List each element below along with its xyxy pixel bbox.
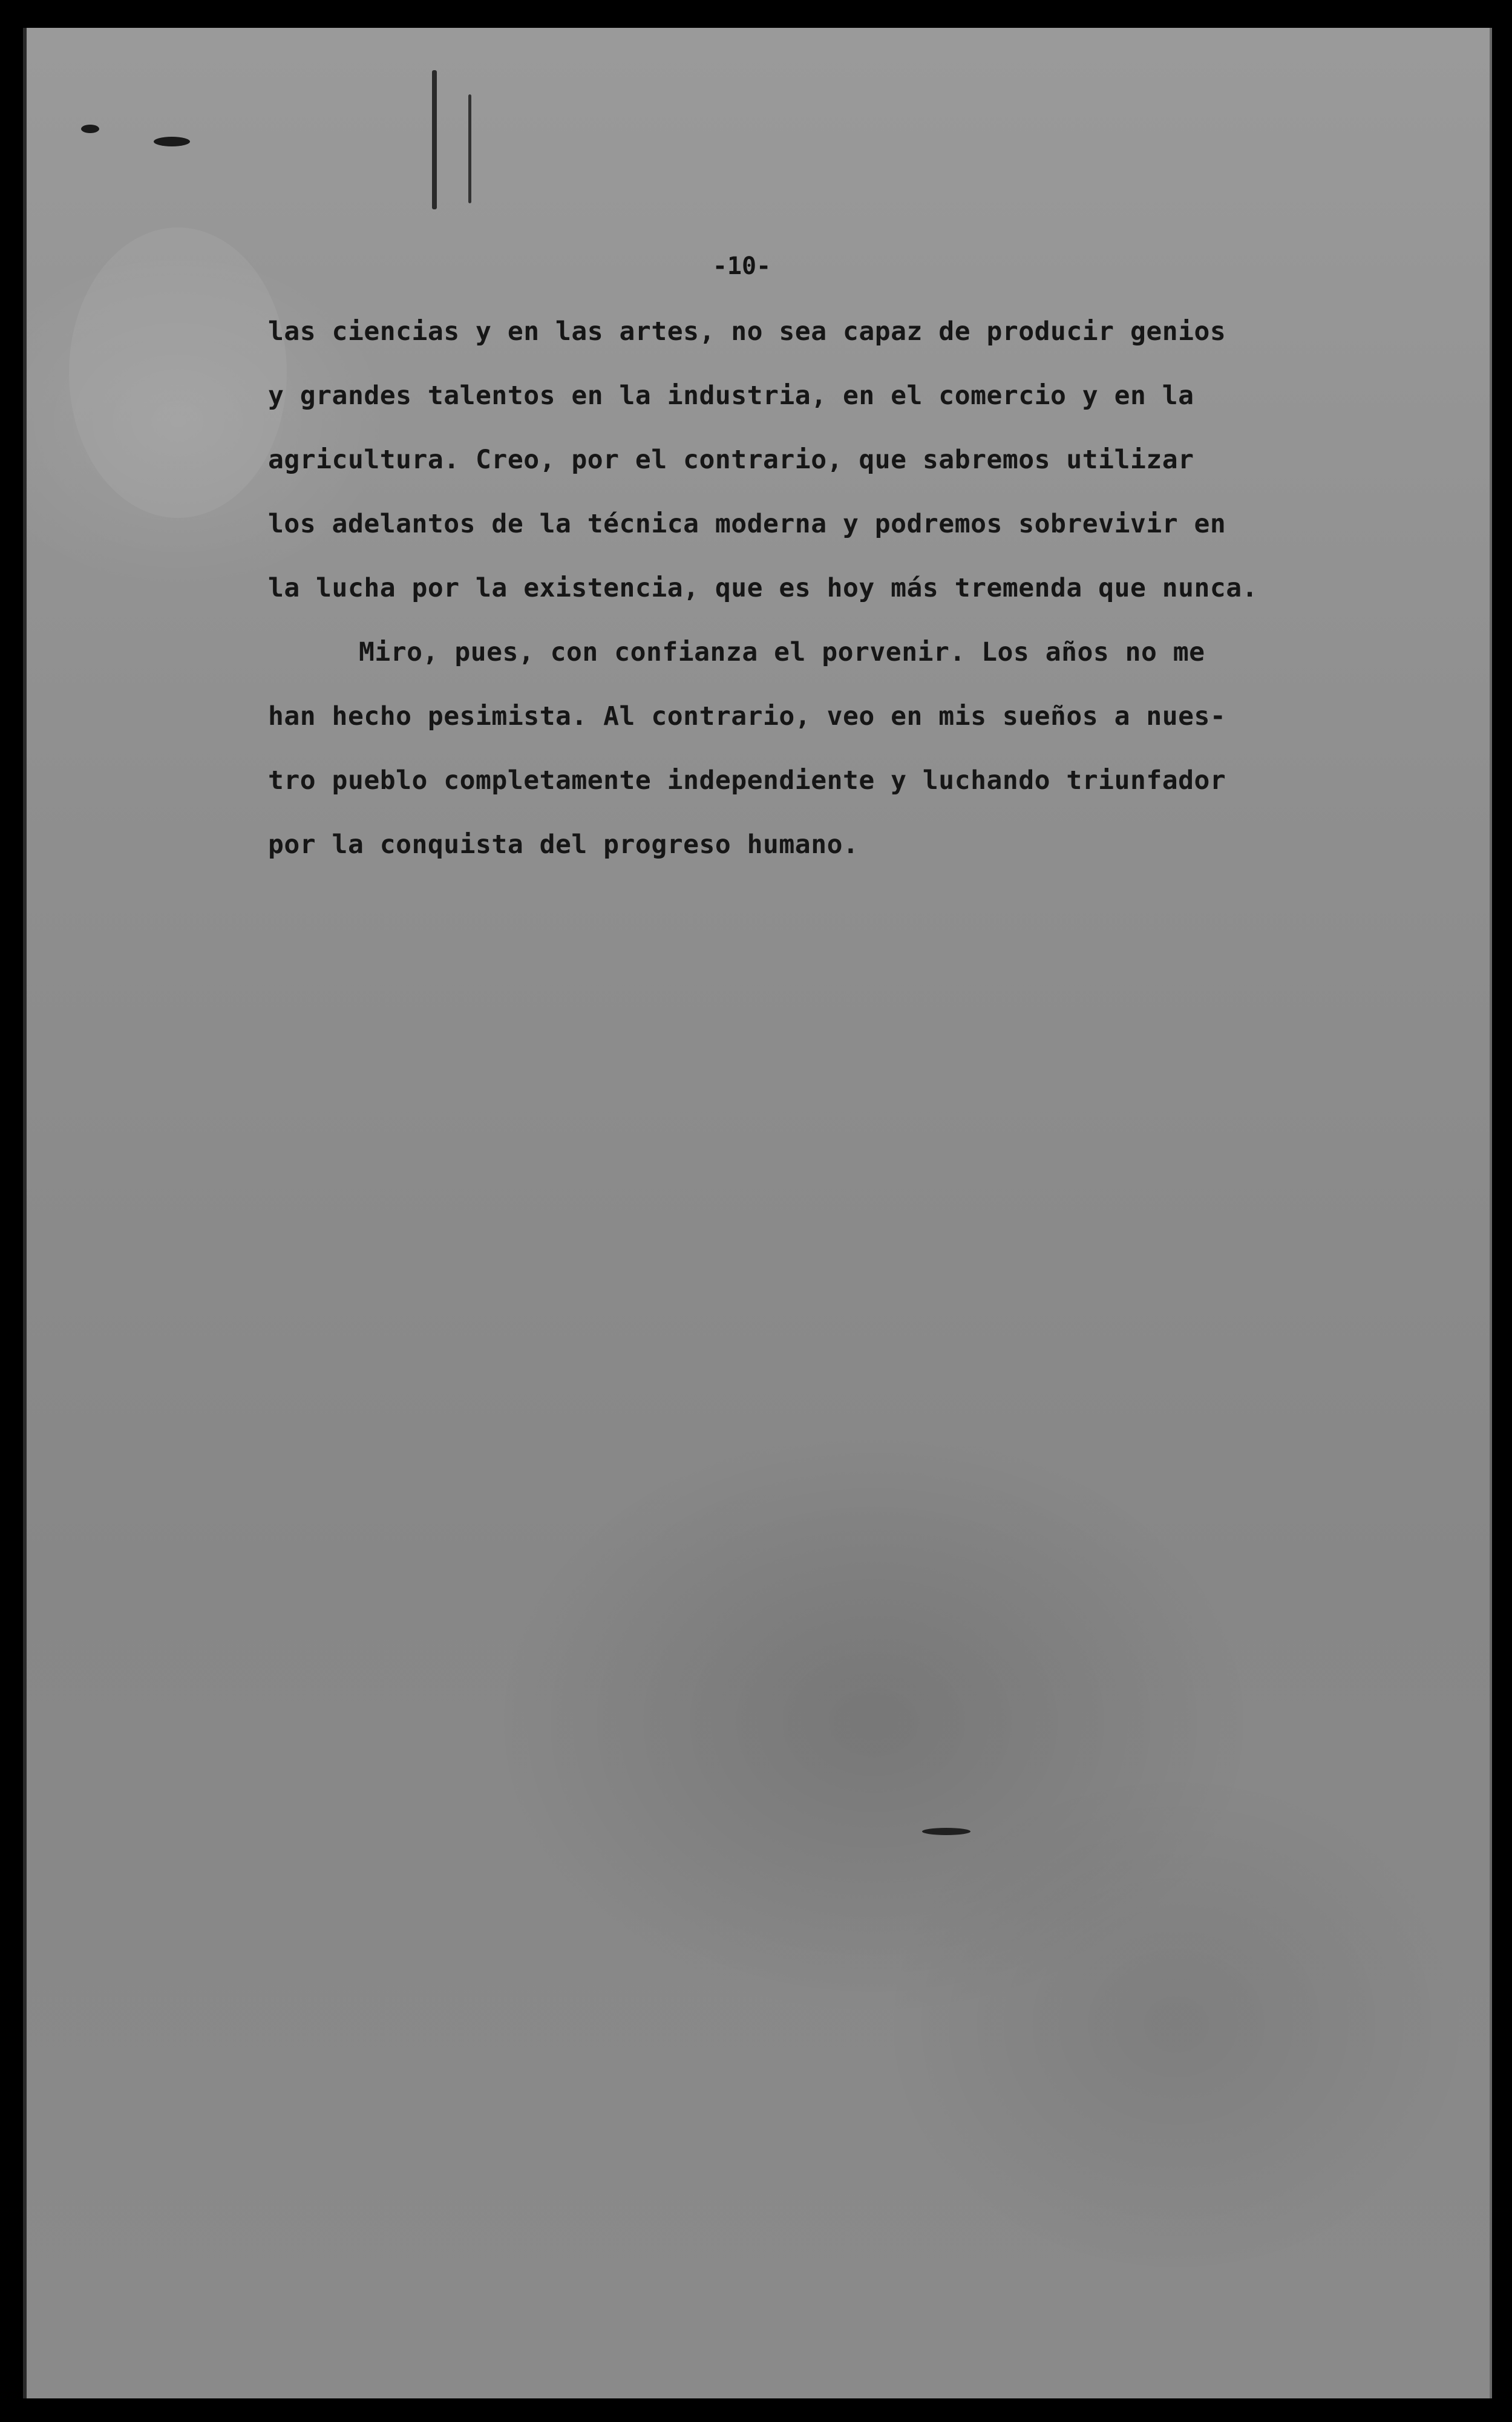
text-line: los adelantos de la técnica moderna y podremos sobrevivir en (268, 509, 1226, 539)
text-line: por la conquista del progreso humano. (268, 830, 859, 860)
ink-speck (468, 94, 471, 203)
body-text (268, 299, 1393, 877)
page-edge-shadow (1490, 28, 1492, 2398)
text-line: la lucha por la existencia, que es hoy más tremenda que nunca. (268, 573, 1258, 603)
text-line: han hecho pesimista. Al contrario, veo en mis sueños a nues- (268, 701, 1226, 732)
text-line: Miro, pues, con confianza el porvenir. Los años no me (359, 637, 1205, 667)
typewritten-page (23, 28, 1490, 2398)
ink-speck (81, 125, 99, 133)
ink-speck (154, 137, 190, 146)
page-number: -10- (712, 252, 771, 280)
ink-speck (432, 70, 437, 209)
text-line: tro pueblo completamente independiente y luchando triunfador (268, 765, 1226, 796)
paper-stain (69, 227, 287, 518)
ink-speck (922, 1828, 970, 1835)
text-line: las ciencias y en las artes, no sea capaz de producir genios (268, 316, 1226, 347)
text-line: agricultura. Creo, por el contrario, que sabremos utilizar (268, 445, 1194, 475)
text-line: y grandes talentos en la industria, en el comercio y en la (268, 381, 1194, 411)
